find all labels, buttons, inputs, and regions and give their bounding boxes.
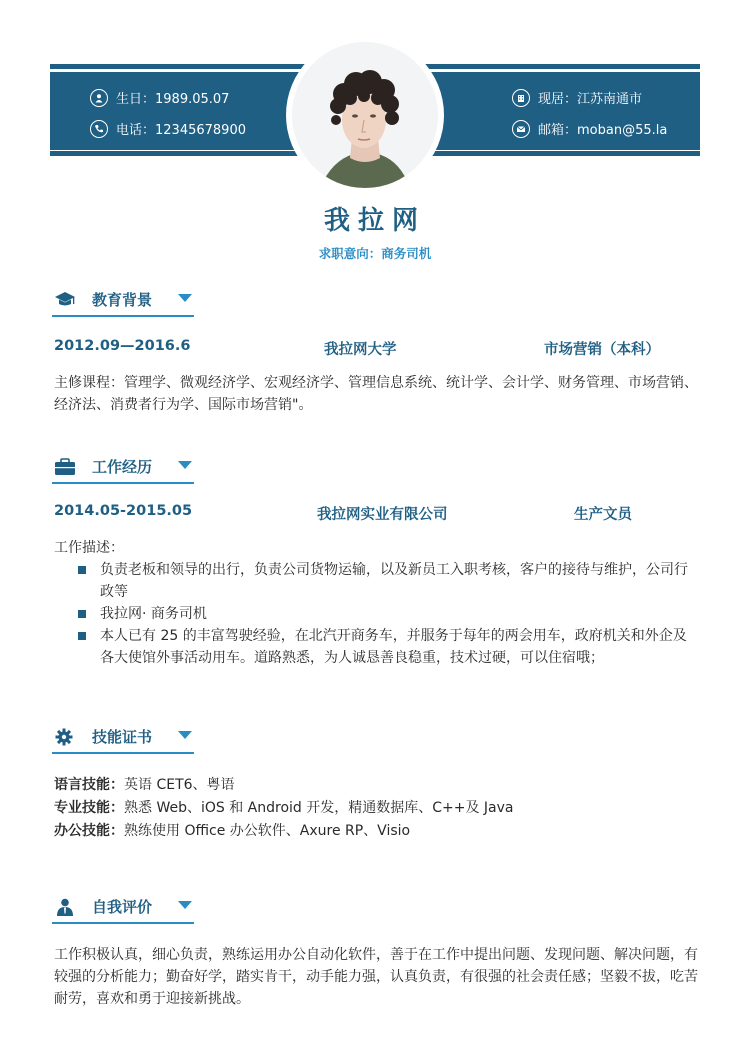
- section-work-heading: [52, 454, 198, 484]
- building-icon: [512, 89, 530, 107]
- birthday-row: [90, 88, 229, 107]
- birthday-text: 生日：1989.05.07: [116, 92, 230, 107]
- skill-professional: [54, 797, 514, 819]
- section-underline: [52, 482, 194, 484]
- skill-value: 熟练使用 Office 办公软件、Axure RP、Visio: [124, 823, 411, 839]
- mail-icon: [512, 120, 530, 138]
- candidate-name: 我拉网: [323, 206, 426, 236]
- phone-icon: [90, 120, 108, 138]
- skill-label: 语言技能：: [54, 777, 124, 793]
- skill-office: [54, 820, 410, 842]
- work-duties-list: [76, 559, 698, 669]
- email-text: 邮箱：moban@55.la: [538, 123, 668, 138]
- email-row: [512, 119, 667, 138]
- person-icon: [54, 898, 76, 916]
- education-major: 市场营销（本科）: [544, 342, 660, 358]
- section-underline: [52, 922, 194, 924]
- list-item: 负责老板和领导的出行，负责公司货物运输，以及新员工入职考核，客户的接待与维护，公司行政等: [76, 559, 698, 603]
- work-position: 生产文员: [574, 507, 632, 523]
- list-item: 本人已有 25 的丰富驾驶经验，在北汽开商务车，并服务于每年的两会用车，政府机关和外企及各大使馆外事活动用车。道路熟悉，为人诚恳善良稳重，技术过硬，可以住宿哦；: [76, 625, 698, 669]
- work-company: 我拉网实业有限公司: [317, 507, 448, 523]
- section-underline: [52, 752, 194, 754]
- section-skills-heading: [52, 724, 198, 754]
- education-school: 我拉网大学: [324, 342, 397, 358]
- skill-value: 英语 CET6、粤语: [124, 777, 235, 793]
- skill-label: 专业技能：: [54, 800, 124, 816]
- phone-text: 电话：12345678900: [116, 123, 246, 138]
- briefcase-icon: [54, 458, 76, 476]
- education-period: 2012.09—2016.6: [54, 338, 191, 354]
- section-underline: [52, 315, 194, 317]
- work-desc-label: 工作描述：: [54, 540, 124, 556]
- residence-text: 现居：江苏南通市: [538, 92, 643, 107]
- section-education-heading: [52, 287, 198, 317]
- self-eval-text: 工作积极认真，细心负责，熟练运用办公自动化软件，善于在工作中提出问题、发现问题、解决问题，有较强的分析能力；勤奋好学，踏实肯干，动手能力强，认真负责，有很强的社会责任感；坚毅不拔，吃苦耐劳，喜欢和勇于迎接新挑战。: [54, 947, 698, 1007]
- residence-row: [512, 88, 642, 107]
- triangle-down-icon: [178, 731, 192, 739]
- education-courses: 主修课程：管理学、微观经济学、宏观经济学、管理信息系统、统计学、会计学、财务管理、市场营销、经济法、消费者行为学、国际市场营销"。: [54, 375, 698, 413]
- graduation-cap-icon: [54, 291, 76, 309]
- skill-label: 办公技能：: [54, 823, 124, 839]
- skill-language: [54, 774, 235, 796]
- triangle-down-icon: [178, 461, 192, 469]
- skill-value: 熟悉 Web、iOS 和 Android 开发，精通数据库、C++及 Java: [124, 800, 514, 816]
- section-work-title: 工作经历: [92, 458, 153, 476]
- section-education-title: 教育背景: [92, 291, 153, 309]
- gear-icon: [54, 728, 76, 746]
- section-self-eval-heading: [52, 894, 198, 924]
- list-item: 我拉网· 商务司机: [76, 603, 698, 625]
- work-period: 2014.05-2015.05: [54, 503, 193, 519]
- triangle-down-icon: [178, 901, 192, 909]
- job-intention: 求职意向：商务司机: [318, 246, 432, 261]
- section-skills-title: 技能证书: [92, 728, 153, 746]
- user-icon: [90, 89, 108, 107]
- phone-row: [90, 119, 246, 138]
- profile-photo: [292, 42, 438, 188]
- triangle-down-icon: [178, 294, 192, 302]
- section-self-eval-title: 自我评价: [92, 898, 153, 916]
